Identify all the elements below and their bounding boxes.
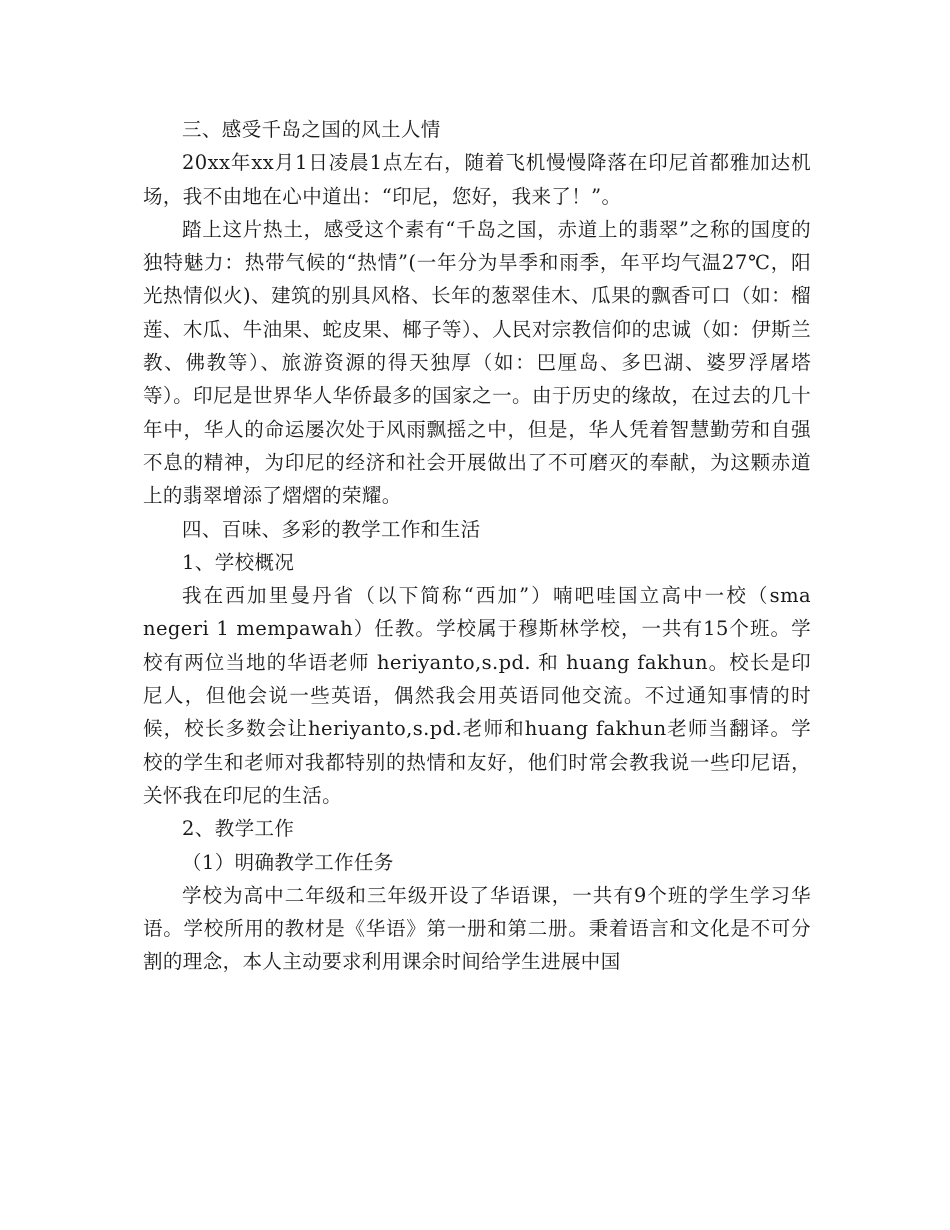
paragraph-school: 我在西加里曼丹省（以下简称“西加”）喃吧哇国立高中一校（sma negeri 1 mempawah）任教。学校属于穆斯林学校，一共有15个班。学校有两位当地的华语老师 heriyanto,s.pd. 和 huang fakhun。校长是印尼人，但他会说一些英语，偶然我会用英语同他交流。不过通知事情的时候，校长多数会让heriyanto,s.pd.老师和huang fakhun老师当翻译。学校的学生和老师对我都特别的热情和友好，他们时常会教我说一些印尼语，关怀我在印尼的生活。 xyxy=(143,584,811,807)
section-heading-4: 四、百味、多彩的教学工作和生活 xyxy=(182,517,481,541)
paragraph-indonesia: 踏上这片热土，感受这个素有“千岛之国，赤道上的翡翠”之称的国度的独特魅力：热带气候的“热情”(一年分为旱季和雨季，年平均气温27℃，阳光热情似火)、建筑的别具风格、长年的葱翠佳木、瓜果的飘香可口（如：榴莲、木瓜、牛油果、蛇皮果、椰子等）、人民对宗教信仰的忠诚（如：伊斯兰教、佛教等）、旅游资源的得天独厚（如：巴厘岛、多巴湖、婆罗浮屠塔等）。印尼是世界华人华侨最多的国家之一。由于历史的缘故，在过去的几十年中，华人的命运屡次处于风雨飘摇之中，但是，华人凭着智慧勤劳和自强不息的精神，为印尼的经济和社会开展做出了不可磨灭的奉献，为这颗赤道上的翡翠增添了熠熠的荣耀。 xyxy=(143,217,811,508)
document-body xyxy=(143,113,811,979)
paragraph-arrival: 20xx年xx月1日凌晨1点左右，随着飞机慢慢降落在印尼首都雅加达机场，我不由地在心中道出：“印尼，您好，我来了！”。 xyxy=(143,151,811,208)
paragraph-chinese-classes: 学校为高中二年级和三年级开设了华语课，一共有9个班的学生学习华语。学校所用的教材是《华语》第一册和第二册。秉着语言和文化是不可分割的理念，本人主动要求利用课余时间给学生进展中国 xyxy=(143,883,811,974)
subheading-teaching-work: 2、教学工作 xyxy=(182,817,295,841)
subheading-school-overview: 1、学校概况 xyxy=(182,550,295,574)
subheading-teaching-tasks: （1）明确教学工作任务 xyxy=(182,850,394,874)
section-heading-3: 三、感受千岛之国的风土人情 xyxy=(182,118,441,141)
